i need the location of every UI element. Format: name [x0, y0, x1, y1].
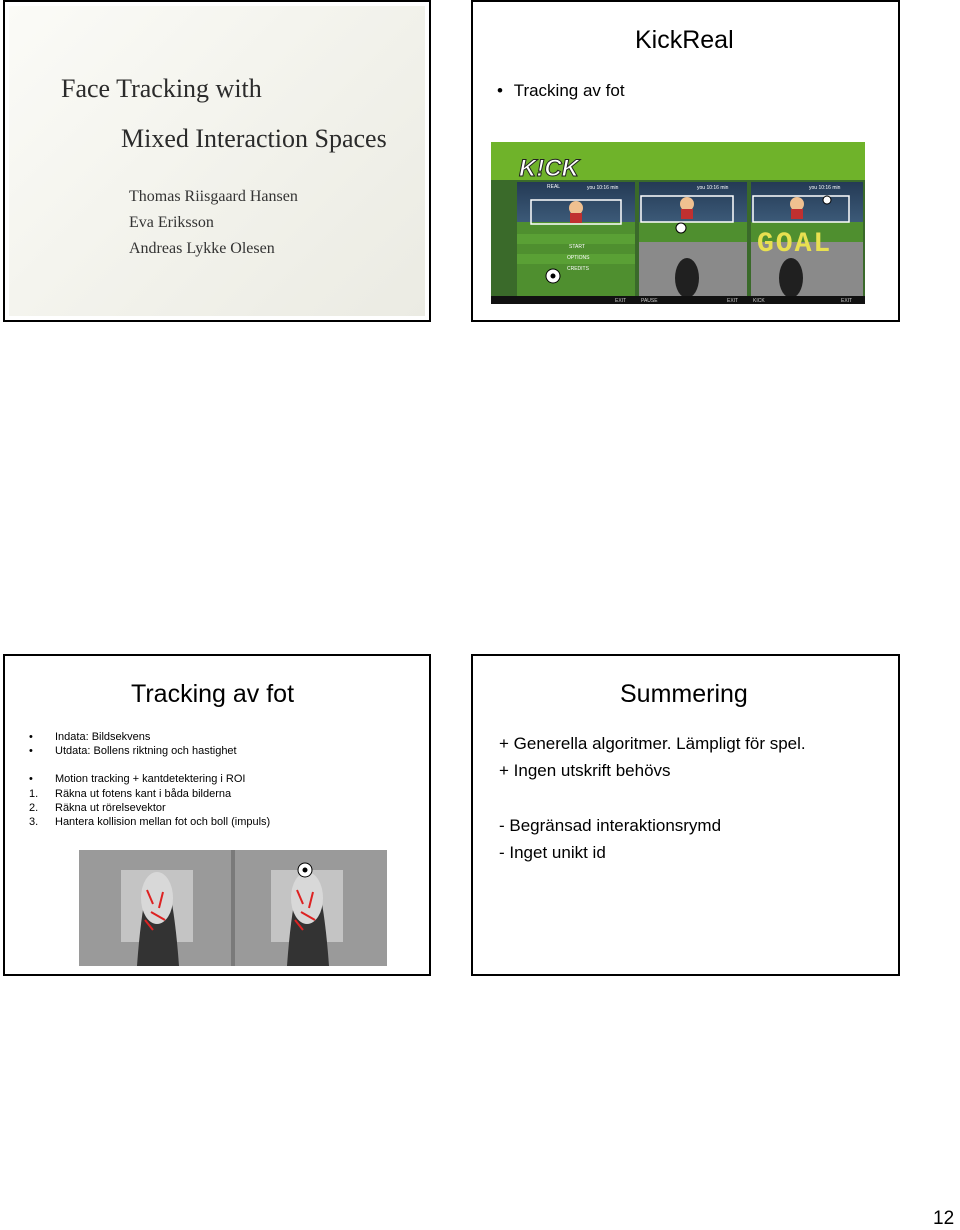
author-2: Eva Eriksson	[129, 214, 214, 231]
slide2-bullet	[497, 81, 625, 101]
kickreal-game-screenshot	[491, 142, 865, 304]
kick-logo: K!CK	[519, 155, 579, 182]
step-3: Hantera kollision mellan fot och boll (impuls)	[55, 816, 271, 828]
bullet-marker: •	[29, 773, 33, 785]
slide-summering	[471, 654, 900, 976]
game-panel-menu	[517, 182, 635, 296]
summary-line-1: + Generella algoritmer. Lämpligt för spel.	[499, 734, 806, 753]
bullet-text: Tracking av fot	[513, 81, 625, 100]
page-number: 12	[933, 1208, 955, 1229]
author-1: Thomas Riisgaard Hansen	[129, 188, 298, 205]
bullet-indata: Indata: Bildsekvens	[55, 731, 151, 743]
bullet-utdata: Utdata: Bollens riktning och hastighet	[55, 745, 237, 757]
bottom-kick: KICK	[753, 298, 765, 304]
slide1-title-line2: Mixed Interaction Spaces	[121, 124, 387, 153]
goal-text: GOAL	[757, 229, 833, 260]
slide3-title: Tracking av fot	[131, 680, 295, 708]
kick-logo-sub: REAL	[547, 184, 561, 190]
step-number: 2.	[29, 802, 39, 814]
bullet-marker: •	[29, 731, 33, 743]
bullet-motion-tracking: Motion tracking + kantdetektering i ROI	[55, 773, 246, 785]
bottom-exit-2: EXIT	[727, 298, 739, 304]
slide4-title: Summering	[620, 680, 748, 708]
bullet-marker: •	[497, 81, 503, 100]
bullet-marker: •	[29, 745, 33, 757]
step-number: 1.	[29, 788, 39, 800]
menu-start: START	[569, 244, 585, 250]
slide-face-tracking	[3, 0, 431, 322]
bottom-exit-1: EXIT	[615, 298, 627, 304]
game-bottom-bar	[491, 296, 865, 304]
game-panel-foot	[639, 182, 747, 298]
slide1-title-line1: Face Tracking with	[61, 74, 262, 103]
game-panel-goal	[751, 182, 863, 298]
summary-line-4: - Inget unikt id	[499, 843, 606, 862]
menu-options: OPTIONS	[567, 255, 590, 261]
bottom-exit-3: EXIT	[841, 298, 853, 304]
foot-tracking-images	[79, 850, 387, 966]
title-slide-image	[9, 6, 425, 316]
time-label-3: you 10:16 min	[809, 185, 841, 191]
slide2-title: KickReal	[635, 26, 734, 54]
step-1: Räkna ut fotens kant i båda bilderna	[55, 788, 232, 800]
time-label-1: you 10:16 min	[587, 185, 619, 191]
step-2: Räkna ut rörelsevektor	[55, 802, 166, 814]
menu-credits: CREDITS	[567, 266, 589, 272]
bottom-pause: PAUSE	[641, 298, 658, 304]
time-label-2: you 10:16 min	[697, 185, 729, 191]
step-number: 3.	[29, 816, 39, 828]
summary-line-3: - Begränsad interaktionsrymd	[499, 816, 722, 835]
slide-kickreal	[471, 0, 900, 322]
slide-tracking-av-fot	[3, 654, 431, 976]
author-3: Andreas Lykke Olesen	[129, 240, 275, 257]
summary-line-2: + Ingen utskrift behövs	[499, 761, 671, 780]
